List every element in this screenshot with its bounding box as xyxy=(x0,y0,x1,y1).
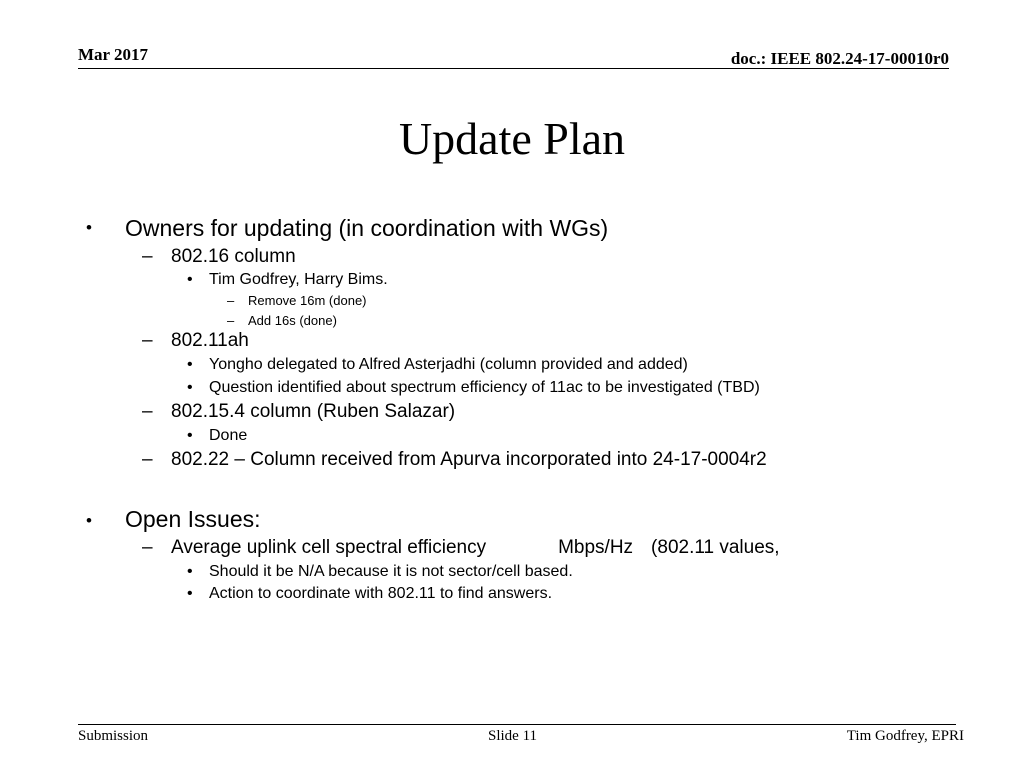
item-80211ah-1: Yongho delegated to Alfred Asterjadhi (column provided and added) xyxy=(209,356,688,373)
uplink-note: (802.11 values, xyxy=(651,537,780,558)
item-uplink-1: Should it be N/A because it is not sector/cell based. xyxy=(209,563,573,580)
uplink-unit: Mbps/Hz xyxy=(558,537,634,558)
bullet-uplink-2: • xyxy=(187,585,193,602)
item-802154: 802.15.4 column (Ruben Salazar) xyxy=(171,401,456,422)
header-doc-id: doc.: IEEE 802.24-17-00010r0 xyxy=(730,49,949,68)
item-remove-16m: Remove 16m (done) xyxy=(248,293,367,308)
dash-add-16s: – xyxy=(227,313,235,328)
bullet-80211ah-2: • xyxy=(187,379,193,396)
dash-80222: – xyxy=(142,449,153,470)
footer-rule xyxy=(78,724,956,725)
item-80216: 802.16 column xyxy=(171,246,296,267)
owners-heading: Owners for updating (in coordination with WGs) xyxy=(125,215,609,241)
bullet-80211ah-1: • xyxy=(187,356,193,373)
bullet-802154-done: • xyxy=(187,427,193,444)
dash-uplink-efficiency: – xyxy=(142,537,153,558)
bullet-open-issues: • xyxy=(86,511,92,530)
open-issues-heading: Open Issues: xyxy=(125,506,261,532)
item-802154-done: Done xyxy=(209,427,248,444)
dash-remove-16m: – xyxy=(227,293,235,308)
dash-80216: – xyxy=(142,246,153,267)
item-80211ah: 802.11ah xyxy=(171,330,249,351)
bullet-80216-owners: • xyxy=(187,271,193,288)
header-date: Mar 2017 xyxy=(78,45,149,64)
footer-author: Tim Godfrey, EPRI xyxy=(846,728,964,744)
header-rule xyxy=(78,68,949,69)
item-add-16s: Add 16s (done) xyxy=(248,313,337,328)
uplink-label: Average uplink cell spectral efficiency xyxy=(171,537,487,558)
footer-slide-number: Slide 11 xyxy=(488,728,538,744)
item-80222: 802.22 – Column received from Apurva incorporated into 24-17-0004r2 xyxy=(171,449,767,470)
footer-submission: Submission xyxy=(78,728,149,744)
item-80211ah-2: Question identified about spectrum efficiency of 11ac to be investigated (TBD) xyxy=(209,379,760,396)
bullet-uplink-1: • xyxy=(187,563,193,580)
item-uplink-efficiency xyxy=(171,537,780,559)
item-uplink-2: Action to coordinate with 802.11 to find answers. xyxy=(209,585,553,602)
slide-title: Update Plan xyxy=(398,113,626,164)
item-80216-owners: Tim Godfrey, Harry Bims. xyxy=(209,271,388,288)
dash-80211ah: – xyxy=(142,330,153,351)
dash-802154: – xyxy=(142,401,153,422)
bullet-owners: • xyxy=(86,218,92,237)
